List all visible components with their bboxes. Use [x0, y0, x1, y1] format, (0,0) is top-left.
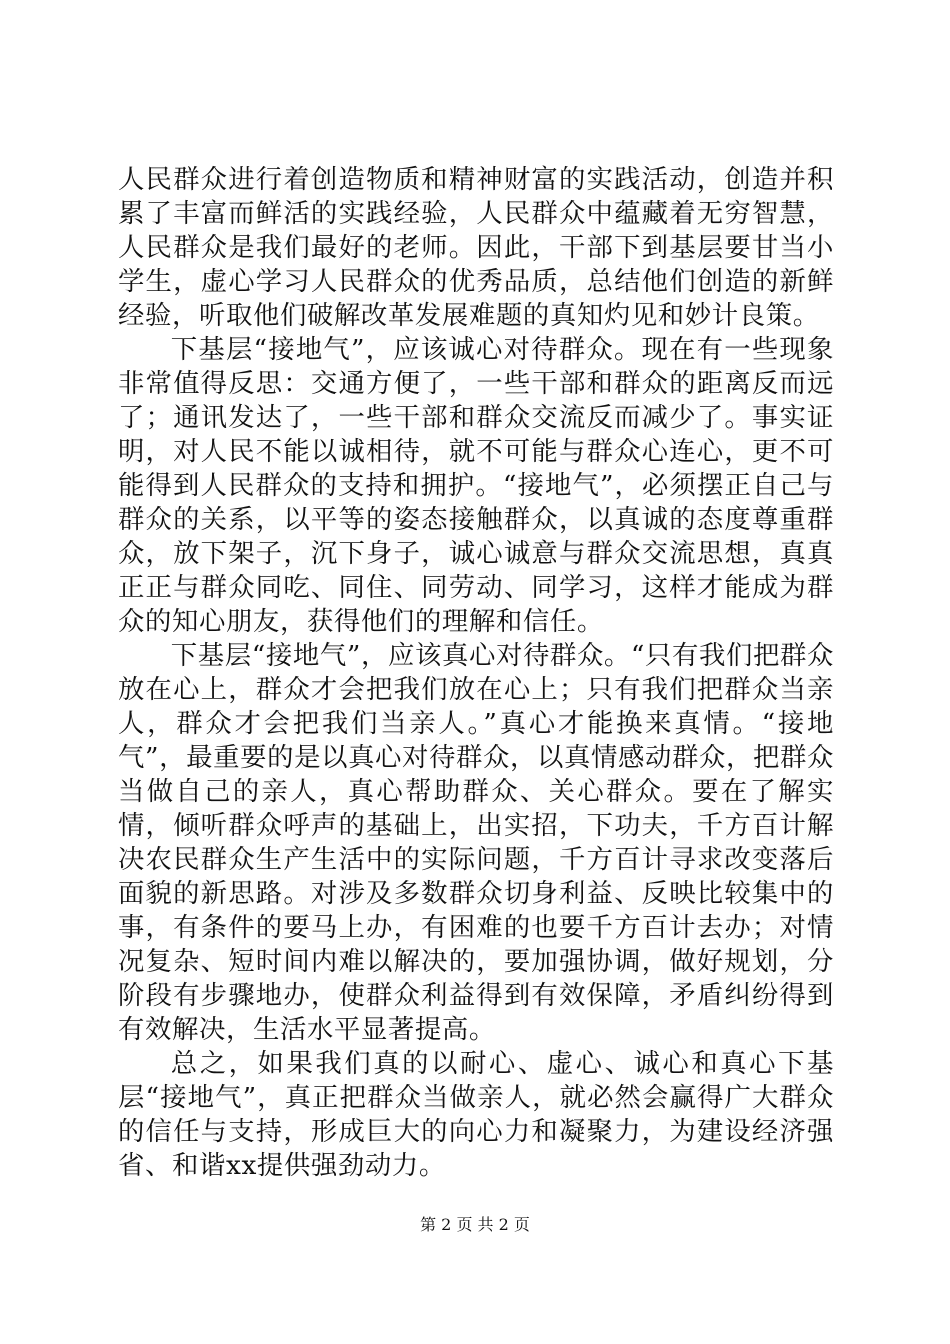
document-body	[118, 163, 834, 1183]
page-footer	[0, 1215, 950, 1235]
paragraph-2: 下基层“接地气”，应该诚心对待群众。现在有一些现象非常值得反思：交通方便了，一些干部和群众的距离反而远了；通讯发达了，一些干部和群众交流反而减少了。事实证明，对人民不能以诚相待，就不可能与群众心连心，更不可能得到人民群众的支持和拥护。“接地气”，必须摆正自己与群众的关系，以平等的姿态接触群众，以真诚的态度尊重群众，放下架子，沉下身子，诚心诚意与群众交流思想，真真正正与群众同吃、同住、同劳动、同学习，这样才能成为群众的知心朋友，获得他们的理解和信任。	[118, 334, 834, 637]
paragraph-4: 总之，如果我们真的以耐心、虚心、诚心和真心下基层“接地气”，真正把群众当做亲人，就必然会赢得广大群众的信任与支持，形成巨大的向心力和凝聚力，为建设经济强省、和谐xx提供强劲动力。	[118, 1048, 834, 1181]
paragraph-1: 人民群众进行着创造物质和精神财富的实践活动，创造并积累了丰富而鲜活的实践经验，人民群众中蕴藏着无穷智慧，人民群众是我们最好的老师。因此，干部下到基层要甘当小学生，虚心学习人民群众的优秀品质，总结他们创造的新鲜经验，听取他们破解改革发展难题的真知灼见和妙计良策。	[118, 164, 834, 331]
paragraph-3: 下基层“接地气”，应该真心对待群众。“只有我们把群众放在心上，群众才会把我们放在心上；只有我们把群众当亲人，群众才会把我们当亲人。”真心才能换来真情。“接地气”，最重要的是以真心对待群众，以真情感动群众，把群众当做自己的亲人，真心帮助群众、关心群众。要在了解实情，倾听群众呼声的基础上，出实招，下功夫，千方百计解决农民群众生产生活中的实际问题，千方百计寻求改变落后面貌的新思路。对涉及多数群众切身利益、反映比较集中的事，有条件的要马上办，有困难的也要千方百计去办；对情况复杂、短时间内难以解决的，要加强协调，做好规划，分阶段有步骤地办，使群众利益得到有效保障，矛盾纠纷得到有效解决，生活水平显著提高。	[118, 640, 834, 1045]
page-number-label: 第 2 页 共 2 页	[420, 1215, 530, 1234]
